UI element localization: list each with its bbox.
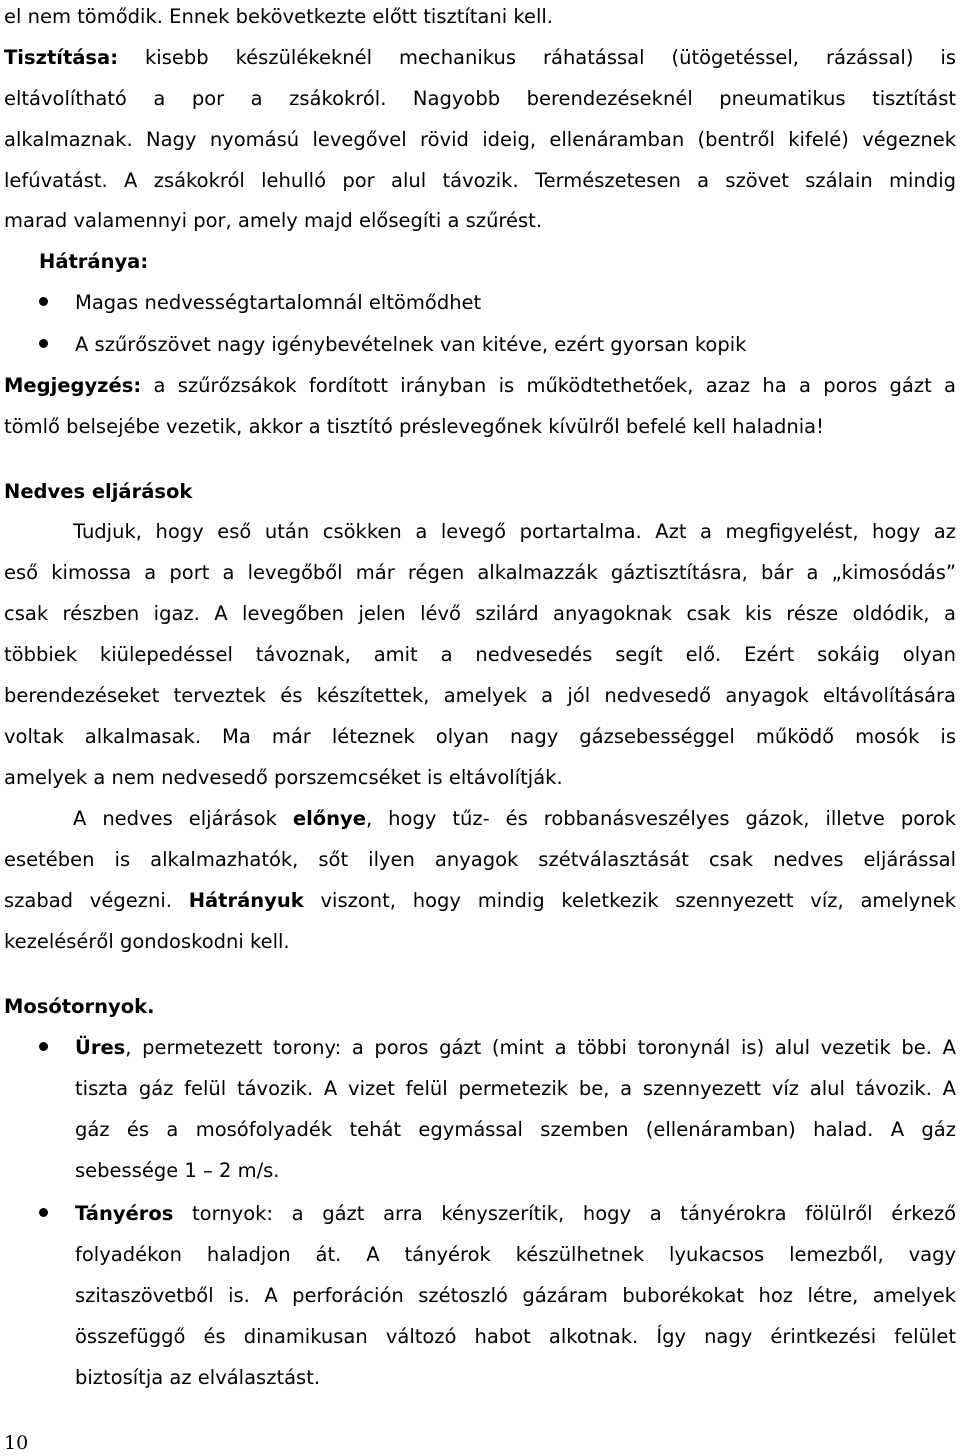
text-line: Tisztítása: kisebb készülékeknél mechanikus ráhatással (ütögetéssel, rázással) is xyxy=(4,46,956,69)
text-line: voltak alkalmasak. Ma már léteznek olyan nagy gázsebességgel működő mosók is xyxy=(4,725,956,748)
list-item-cont: szitaszövetből is. A perforáción szétoszló gázáram buborékokat hoz létre, amelyek xyxy=(75,1284,956,1307)
text-line: kezeléséről gondoskodni kell. xyxy=(4,930,290,953)
hatranya-heading: Hátránya: xyxy=(39,250,149,273)
text-line: berendezéseket terveztek és készítettek, amelyek a jól nedvesedő anyagok eltávolítására xyxy=(4,684,956,707)
list-item: Tányéros tornyok: a gázt arra kényszerítik, hogy a tányérokra fölülről érkező xyxy=(75,1202,956,1225)
text-line: amelyek a nem nedvesedő porszemcséket is eltávolítják. xyxy=(4,766,563,789)
text-line: eltávolítható a por a zsákokról. Nagyobb berendezéseknél pneumatikus tisztítást xyxy=(4,87,956,110)
text-line: Megjegyzés: a szűrőzsákok fordított irányban is működtethetőek, azaz ha a poros gázt a xyxy=(4,374,956,397)
text-line: marad valamennyi por, amely majd elősegíti a szűrést. xyxy=(4,209,543,232)
section-heading-nedves: Nedves eljárások xyxy=(4,480,193,503)
list-item-cont: folyadékon haladjon át. A tányérok készülhetnek lyukacsos lemezből, vagy xyxy=(75,1243,956,1266)
list-item-cont: összefüggő és dinamikusan változó habot alkotnak. Így nagy érintkezési felület xyxy=(75,1325,956,1348)
text-line: eső kimossa a port a levegőből már régen alkalmazzák gáztisztításra, bár a „kimosódás” xyxy=(4,561,956,584)
text-line: Tudjuk, hogy eső után csökken a levegő portartalma. Azt a megfigyelést, hogy az xyxy=(73,520,956,543)
megjegyzes-label: Megjegyzés: xyxy=(4,374,142,397)
page-number: 10 xyxy=(4,1432,29,1454)
bullet-icon xyxy=(39,339,48,348)
text-line: tömlő belsejébe vezetik, akkor a tisztító préslevegőnek kívülről befelé kell haladnia! xyxy=(4,415,824,438)
text-line: esetében is alkalmazhatók, sőt ilyen anyagok szétválasztását csak nedves eljárással xyxy=(4,848,956,871)
text-line: el nem tömődik. Ennek bekövetkezte előtt tisztítani kell. xyxy=(4,5,553,28)
tisztitasa-label: Tisztítása: xyxy=(4,46,118,69)
bullet-icon xyxy=(39,1208,48,1217)
list-item-cont: sebessége 1 – 2 m/s. xyxy=(75,1159,280,1182)
list-item: Üres, permetezett torony: a poros gázt (mint a többi toronynál is) alul vezetik be. A xyxy=(75,1036,956,1059)
text-line: szabad végezni. Hátrányuk viszont, hogy mindig keletkezik szennyezett víz, amelynek xyxy=(4,889,956,912)
list-item: Magas nedvességtartalomnál eltömődhet xyxy=(75,291,482,314)
text-line: A nedves eljárások előnye, hogy tűz- és robbanásveszélyes gázok, illetve porok xyxy=(73,807,956,830)
bullet-icon xyxy=(39,1042,48,1051)
list-item-cont: biztosítja az elválasztást. xyxy=(75,1366,321,1389)
section-heading-mosotornyok: Mosótornyok. xyxy=(4,995,155,1018)
text-line: lefúvatást. A zsákokról lehulló por alul távozik. Természetesen a szövet szálain mindig xyxy=(4,169,956,192)
list-item-cont: gáz és a mosófolyadék tehát egymással szemben (ellenáramban) halad. A gáz xyxy=(75,1118,956,1141)
text-line: csak részben igaz. A levegőben jelen lévő szilárd anyagoknak csak kis része oldódik, a xyxy=(4,602,956,625)
bullet-icon xyxy=(39,297,48,306)
text-line: többiek kiülepedéssel távoznak, amit a nedvesedés segít elő. Ezért sokáig olyan xyxy=(4,643,956,666)
list-item-cont: tiszta gáz felül távozik. A vizet felül permetezik be, a szennyezett víz alul távozik. A xyxy=(75,1077,956,1100)
list-item: A szűrőszövet nagy igénybevételnek van kitéve, ezért gyorsan kopik xyxy=(75,333,747,356)
text-line: alkalmaznak. Nagy nyomású levegővel rövid ideig, ellenáramban (bentről kifelé) végeznek xyxy=(4,128,956,151)
